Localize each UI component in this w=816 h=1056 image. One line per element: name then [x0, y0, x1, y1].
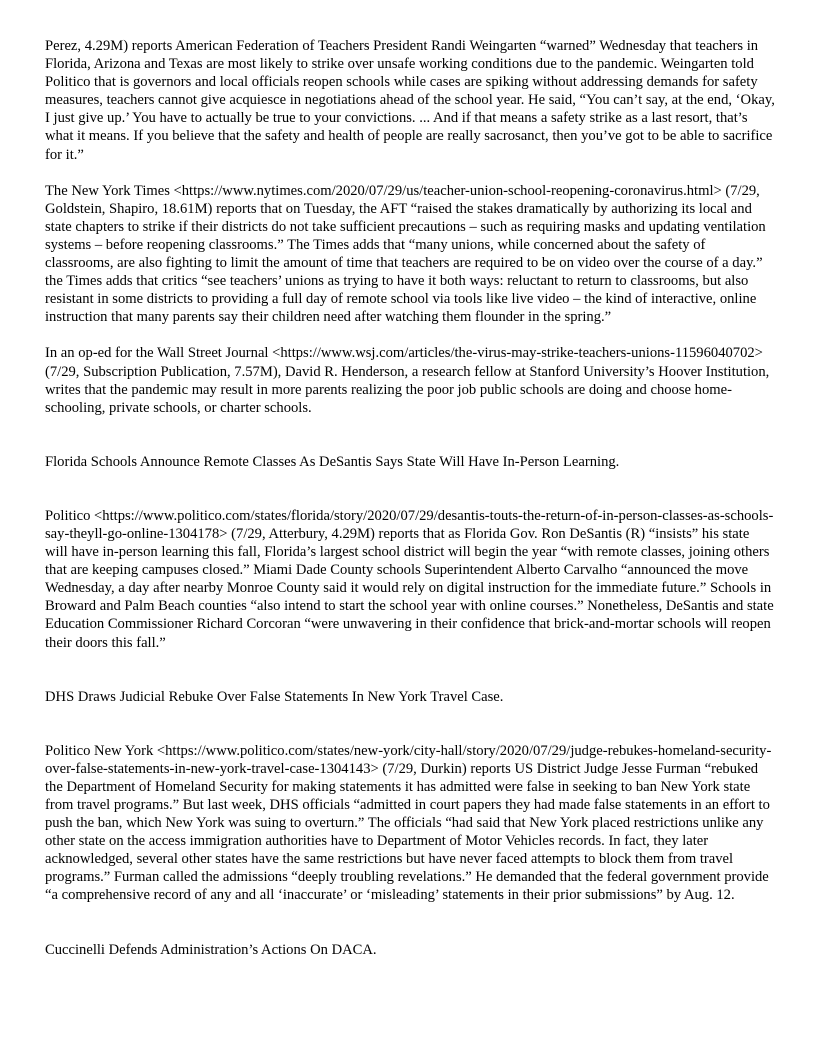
section-spacer — [45, 417, 775, 453]
paragraph-politico-florida: Politico <https://www.politico.com/states/florida/story/2020/07/29/desantis-touts-the-return-of-in-person-classes-as-schools-say-theyll-go-online-1304178> (7/29, Atterbury, 4.29M) reports that as Florida Gov. Ron DeSantis (R) “insists” his state will have in-person learning this fall, Florida’s largest school district will begin the year “with remote classes, joining others that are keeping campuses closed.” Miami Dade County schools Superintendent Alberto Carvalho “announced the move Wednesday, a day after nearby Monroe County said it would rely on digital instruction for the immediate future.” Schools in Broward and Palm Beach counties “also intend to start the school year with online courses.” Nonetheless, DeSantis and state Education Commissioner Richard Corcoran “were unwavering in their confidence that brick-and-mortar schools will reopen their doors this fall.” — [45, 507, 774, 651]
paragraph-spacer — [45, 164, 775, 182]
headline-florida-remote: Florida Schools Announce Remote Classes As DeSantis Says State Will Have In-Person Learning. — [45, 453, 620, 470]
paragraph-spacer — [45, 326, 775, 344]
section-spacer — [45, 652, 775, 688]
paragraph-nyt-aft: The New York Times <https://www.nytimes.com/2020/07/29/us/teacher-union-school-reopening-coronavirus.html> (7/29, Goldstein, Shapiro, 18.61M) reports that on Tuesday, the AFT “raised the stakes dramatically by authorizing its local and state chapters to strike if their districts do not take sufficient precautions – such as requiring masks and updating ventilation systems – before reopening classrooms.” The Times adds that “many unions, while concerned about the safety of classrooms, are also fighting to limit the amount of time that teachers are required to be on video over the course of a day.” the Times adds that critics “see teachers’ unions as trying to have it both ways: reluctant to return to classrooms, but also resistant in some districts to providing a full day of remote school via tools like live video – the kind of interactive, online instruction that many parents say their children need after watching them flounder in the spring.” — [45, 182, 766, 326]
paragraph-weingarten-strike: Perez, 4.29M) reports American Federation of Teachers President Randi Weingarten “warned” Wednesday that teachers in Florida, Arizona and Texas are most likely to strike over unsafe working conditions due to the pandemic. Weingarten told Politico that is governors and local officials reopen schools while cases are spiking without addressing demands for safety measures, teachers cannot give acquiesce in negotiations ahead of the school year. He said, “You can’t say, at the end, ‘Okay, I just give up.’ You have to actually be true to your convictions. ... And if that means a safety strike as a last resort, that’s what it means. If you believe that the safety and health of people are really sacrosanct, then you’ve got to be able to sacrifice for it.” — [45, 38, 775, 163]
section-spacer — [45, 471, 775, 507]
headline-dhs-rebuke: DHS Draws Judicial Rebuke Over False Statements In New York Travel Case. — [45, 688, 504, 705]
section-spacer — [45, 706, 775, 742]
headline-cuccinelli-daca: Cuccinelli Defends Administration’s Actions On DACA. — [45, 941, 377, 958]
document-page — [45, 37, 775, 959]
paragraph-politico-ny: Politico New York <https://www.politico.com/states/new-york/city-hall/story/2020/07/29/judge-rebukes-homeland-security-over-false-statements-in-new-york-travel-case-1304143> (7/29, Durkin) reports US District Judge Jesse Furman “rebuked the Department of Homeland Security for making statements it has admitted were false in seeking to ban New York state from travel programs.” But last week, DHS officials “admitted in court papers they had made false statements in an effort to push the ban, which New York was suing to overturn.” The officials “had said that New York placed restrictions unlike any other state on the access immigration authorities have to Department of Motor Vehicles records. In fact, they later acknowledged, several other states have the same restrictions but have never faced attempts to block them from travel programs.” Furman called the admissions “deeply troubling revelations.” He demanded that the federal government provide “a comprehensive record of any and all ‘inaccurate’ or ‘misleading’ statements in their prior submissions” by Aug. 12. — [45, 742, 772, 904]
paragraph-wsj-oped: In an op-ed for the Wall Street Journal <https://www.wsj.com/articles/the-virus-may-strike-teachers-unions-11596040702> (7/29, Subscription Publication, 7.57M), David R. Henderson, a research fellow at Stanford University’s Hoover Institution, writes that the pandemic may result in more parents realizing the poor job public schools are doing and choose home-schooling, private schools, or charter schools. — [45, 345, 770, 416]
section-spacer — [45, 905, 775, 941]
